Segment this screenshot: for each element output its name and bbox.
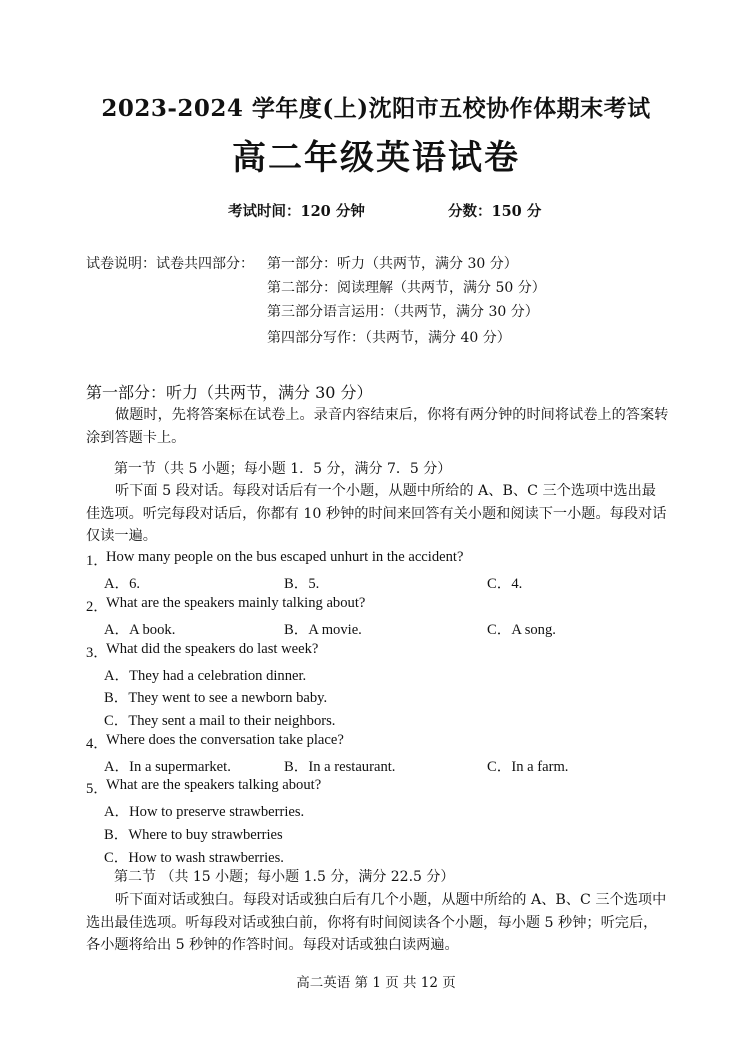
question-number: 4． xyxy=(86,736,108,752)
total-score: 分数：150 分 xyxy=(448,203,542,220)
exam-time: 考试时间：120 分钟 xyxy=(228,203,365,220)
section1-intro: 听下面 5 段对话。每段对话后有一个小题，从题中所给的 A、B、C 三个选项中选出最佳选项。听完每段对话后，你都有 10 秒钟的时间来回答有关小题和阅读下一小题。每段对话仅读一遍。 xyxy=(86,483,667,544)
option-a: A．6. xyxy=(104,576,141,592)
question-number: 2． xyxy=(86,599,108,615)
option-b: B．In a restaurant. xyxy=(284,759,396,775)
option-c: C．A song. xyxy=(487,622,556,638)
section2-intro: 听下面对话或独白。每段对话或独白后有几个小题，从题中所给的 A、B、C 三个选项中选出最佳选项。听每段对话或独白前，你将有时间阅读各个小题，每小题 5 秒钟；听完后，各小题将给出 5 秒钟的作答时间。每段对话或独白读两遍。 xyxy=(86,892,667,953)
instruction-part-4: 第四部分写作：（共两节，满分 40 分） xyxy=(267,330,511,346)
question-text: What are the speakers talking about? xyxy=(106,777,322,793)
exam-title: 2023-2024 学年度(上)沈阳市五校协作体期末考试 xyxy=(101,95,651,122)
option-a: A．How to preserve strawberries. xyxy=(104,804,305,820)
option-c: C．They sent a mail to their neighbors. xyxy=(104,713,336,729)
question-number: 5． xyxy=(86,781,108,797)
option-b: B．5. xyxy=(284,576,320,592)
question-number: 3． xyxy=(86,645,108,661)
option-c: C．4. xyxy=(487,576,523,592)
option-b: B．They went to see a newborn baby. xyxy=(104,690,328,706)
section1-heading: 第一节（共 5 小题；每小题 1．5 分，满分 7．5 分） xyxy=(114,461,452,477)
question-text: How many people on the bus escaped unhurt in the accident? xyxy=(106,549,464,565)
instruction-part-1: 第一部分：听力（共两节，满分 30 分） xyxy=(267,256,518,272)
question-text: What did the speakers do last week? xyxy=(106,641,319,657)
instructions-label: 试卷说明：试卷共四部分： xyxy=(86,256,254,272)
part1-intro: 做题时，先将答案标在试卷上。录音内容结束后，你将有两分钟的时间将试卷上的答案转涂到答题卡上。 xyxy=(86,407,669,446)
option-a: A．In a supermarket. xyxy=(104,759,231,775)
question-text: What are the speakers mainly talking about? xyxy=(106,595,366,611)
option-c: C．In a farm. xyxy=(487,759,569,775)
instruction-part-3: 第三部分语言运用：（共两节，满分 30 分） xyxy=(267,304,539,320)
question-text: Where does the conversation take place? xyxy=(106,732,344,748)
instruction-part-2: 第二部分：阅读理解（共两节，满分 50 分） xyxy=(267,280,546,296)
option-a: A．They had a celebration dinner. xyxy=(104,668,307,684)
page-footer: 高二英语 第 1 页 共 12 页 xyxy=(296,975,456,991)
option-a: A．A book. xyxy=(104,622,176,638)
option-b: B．A movie. xyxy=(284,622,362,638)
option-c: C．How to wash strawberries. xyxy=(104,850,284,866)
option-b: B．Where to buy strawberries xyxy=(104,827,283,843)
section2-heading: 第二节 （共 15 小题；每小题 1.5 分，满分 22.5 分） xyxy=(114,869,455,885)
part1-heading: 第一部分：听力（共两节，满分 30 分） xyxy=(86,383,373,402)
question-number: 1． xyxy=(86,553,108,569)
paper-title: 高二年级英语试卷 xyxy=(232,138,520,178)
